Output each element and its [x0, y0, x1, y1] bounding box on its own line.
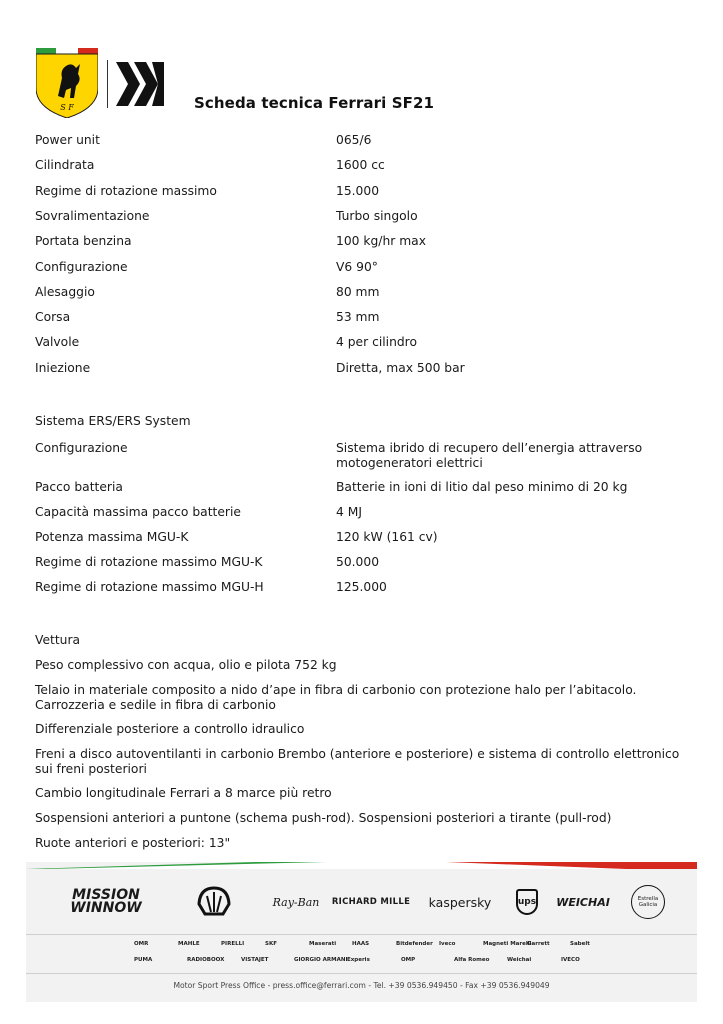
spec-value: Turbo singolo — [336, 208, 418, 223]
spec-value: 4 MJ — [336, 505, 362, 519]
vettura-item: Freni a disco autoventilanti in carbonio Brembo (anteriore e posteriore) e sistema di controllo elettronico sui freni posteriori — [35, 747, 680, 776]
vettura-item: Ruote anteriori e posteriori: 13" — [35, 836, 231, 850]
partner-logo: HAAS — [352, 941, 370, 947]
spec-label: Configurazione — [35, 441, 128, 455]
sponsor-mission-winnow-text: MISSION WINNOW — [70, 887, 142, 916]
spec-value: Sistema ibrido di recupero dell’energia attraverso motogeneratori elettrici — [336, 441, 643, 470]
partner-logo: PUMA — [134, 957, 153, 963]
partner-logo: Bitdefender — [396, 941, 433, 947]
vettura-item: Differenziale posteriore a controllo idraulico — [35, 722, 305, 736]
partners-row-1 — [126, 938, 606, 950]
sponsor-mission-winnow — [54, 876, 158, 928]
spec-value: 50.000 — [336, 555, 380, 569]
document-title: Scheda tecnica Ferrari SF21 — [194, 94, 435, 112]
estrella-galicia-badge: Estrella Galicia — [631, 885, 665, 919]
spec-value: 125.000 — [336, 580, 387, 594]
spec-value: V6 90° — [336, 259, 378, 274]
spec-label: Power unit — [35, 133, 100, 147]
sponsor-estrella-galicia — [624, 876, 672, 928]
spec-label: Corsa — [35, 310, 71, 325]
spec-label: Valvole — [35, 335, 80, 350]
shell-icon — [197, 886, 231, 918]
footer-divider-bottom — [26, 973, 697, 974]
partner-logo: Maserati — [309, 941, 337, 947]
partner-logo: Experis — [347, 957, 370, 963]
partner-logo: Garrett — [527, 941, 550, 947]
sponsor-shell — [186, 876, 242, 928]
sponsor-rayban: Ray-Ban — [272, 895, 320, 909]
sponsor-kaspersky: kaspersky — [428, 894, 492, 910]
document-header — [36, 48, 696, 118]
ferrari-shield-logo — [36, 48, 98, 118]
partner-logo: OMP — [401, 957, 416, 963]
main-sponsors-row — [26, 876, 697, 928]
partner-logo: Sabelt — [570, 941, 590, 947]
spec-value: Batterie in ioni di litio dal peso minimo di 20 kg — [336, 480, 628, 494]
spec-value: 15.000 — [336, 183, 380, 198]
logo-divider — [107, 60, 108, 108]
partner-logo: Magneti Marelli — [483, 941, 532, 947]
ups-badge: ups — [516, 889, 538, 915]
spec-label: Pacco batteria — [35, 480, 123, 494]
spec-label: Cilindrata — [35, 158, 95, 173]
spec-value: 53 mm — [336, 310, 380, 325]
spec-label: Alesaggio — [35, 284, 95, 299]
spec-label: Configurazione — [35, 259, 128, 274]
partner-logo: GIORGIO ARMANI — [294, 957, 348, 963]
partner-logo: MAHLE — [178, 941, 200, 947]
footer-divider-top — [26, 934, 697, 935]
partner-logo: VISTAJET — [241, 957, 269, 963]
team-logo — [112, 58, 168, 110]
spec-value: 1600 cc — [336, 158, 385, 173]
vettura-section-heading: Vettura — [35, 633, 81, 647]
spec-value: Diretta, max 500 bar — [336, 360, 465, 375]
partner-logo: IVECO — [561, 957, 580, 963]
vettura-item: Telaio in materiale composito a nido d’ape in fibra di carbonio con protezione halo per l’abitacolo. Carrozzeria e sedile in fibra di carbonio — [35, 683, 637, 712]
sponsor-ups — [512, 876, 542, 928]
spec-value: 065/6 — [336, 133, 372, 147]
spec-label: Regime di rotazione massimo MGU-K — [35, 555, 263, 569]
partner-logo: SKF — [265, 941, 277, 947]
vettura-item: Cambio longitudinale Ferrari a 8 marce più retro — [35, 786, 332, 800]
spec-label: Regime di rotazione massimo MGU-H — [35, 580, 264, 594]
partner-logo: RADIOBOOX — [187, 957, 225, 963]
spec-value: 100 kg/hr max — [336, 234, 426, 249]
spec-label: Capacità massima pacco batterie — [35, 505, 241, 519]
partner-logo: OMR — [134, 941, 149, 947]
italian-flag-stripe — [26, 862, 697, 869]
spec-label: Regime di rotazione massimo — [35, 183, 217, 198]
svg-text:S F: S F — [60, 103, 74, 112]
vettura-item: Sospensioni anteriori a puntone (schema push-rod). Sospensioni posteriori a tirante (pull-rod) — [35, 811, 612, 825]
partner-logo: Weichai — [507, 957, 532, 963]
ers-section-heading: Sistema ERS/ERS System — [35, 414, 191, 428]
sponsor-weichai: WEICHAI — [556, 895, 610, 909]
partners-row-2 — [126, 954, 606, 966]
spec-label: Portata benzina — [35, 234, 132, 249]
vettura-item: Peso complessivo con acqua, olio e pilota 752 kg — [35, 658, 337, 672]
spec-value: 80 mm — [336, 284, 380, 299]
sponsor-richard-mille: RICHARD MILLE — [331, 897, 411, 907]
spec-value: 120 kW (161 cv) — [336, 530, 438, 544]
partner-logo: PIRELLI — [221, 941, 245, 947]
sponsor-footer — [26, 862, 697, 1002]
partner-logo: Iveco — [439, 941, 456, 947]
spec-label: Sovralimentazione — [35, 208, 150, 223]
spec-label: Potenza massima MGU-K — [35, 530, 189, 544]
partner-logo: Alfa Romeo — [454, 957, 490, 963]
spec-value: 4 per cilindro — [336, 335, 417, 350]
press-office-contact: Motor Sport Press Office - press.office@ferrari.com - Tel. +39 0536.949450 - Fax +39 0536.949049 — [173, 981, 550, 990]
spec-label: Iniezione — [35, 360, 91, 375]
